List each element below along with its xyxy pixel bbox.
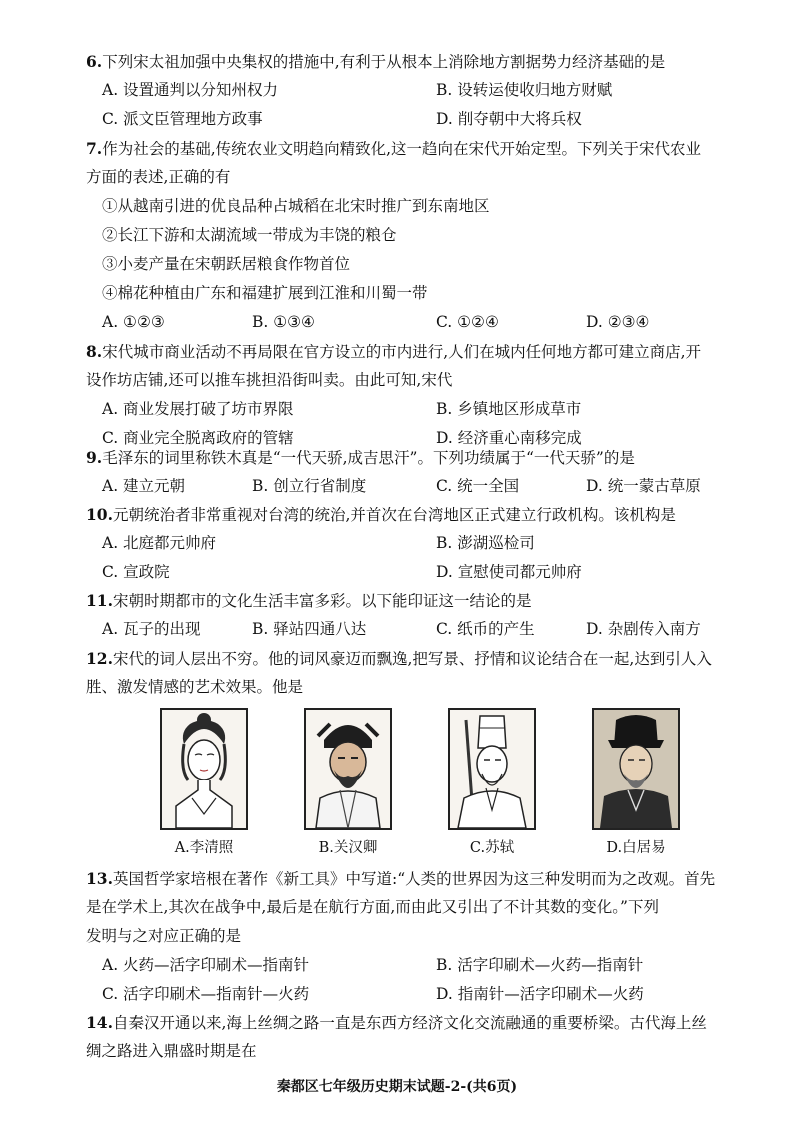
- option-b: B. 活字印刷术—火药—指南针: [436, 956, 644, 974]
- option-c: C. 纸币的产生: [436, 620, 535, 638]
- question-number: 11.: [86, 591, 113, 610]
- option-c: C. ①②④: [436, 313, 499, 331]
- question-stem: 绸之路进入鼎盛时期是在: [86, 1042, 257, 1060]
- option-c: C. 商业完全脱离政府的管辖: [102, 429, 294, 447]
- portrait-elder-image: [592, 708, 680, 830]
- question-number: 6.: [86, 52, 103, 71]
- question-stem: 作为社会的基础,传统农业文明趋向精致化,这一趋向在宋代开始定型。下列关于宋代农业: [102, 140, 702, 158]
- question-stem: 胜、激发情感的艺术效果。他是: [86, 678, 304, 696]
- portrait-caption: C.苏轼: [469, 840, 515, 856]
- option-d: D. 杂剧传入南方: [586, 620, 701, 638]
- question-stem: 英国哲学家培根在著作《新工具》中写道:“人类的世界因为这三种发明而为之改观。首先: [112, 870, 716, 888]
- question-9: [86, 443, 756, 501]
- portrait-man-bearded-image: [304, 708, 392, 830]
- portrait-caption: B.关汉卿: [318, 840, 378, 856]
- option-a: A. 商业发展打破了坊市界限: [102, 400, 294, 418]
- question-7: [86, 134, 756, 337]
- question-11: [86, 586, 756, 644]
- option-c: C. 活字印刷术—指南针—火药: [102, 985, 310, 1003]
- question-stem: 方面的表述,正确的有: [86, 168, 231, 186]
- page-footer: 秦都区七年级历史期末试题-2-(共6页): [276, 1079, 518, 1095]
- option-c: C. 统一全国: [436, 477, 520, 495]
- question-number: 14.: [86, 1013, 113, 1032]
- question-13: [86, 864, 756, 1009]
- question-stem: 自秦汉开通以来,海上丝绸之路一直是东西方经济文化交流融通的重要桥梁。古代海上丝: [112, 1014, 707, 1032]
- question-number: 10.: [86, 505, 113, 524]
- portrait-c: [438, 708, 546, 857]
- option-a: A. 北庭都元帅府: [102, 534, 217, 552]
- option-d: D. 指南针—活字印刷术—火药: [436, 985, 644, 1003]
- portrait-a: [150, 708, 258, 857]
- portrait-woman-image: [160, 708, 248, 830]
- question-stem: 宋朝时期都市的文化生活丰富多彩。以下能印证这一结论的是: [112, 592, 532, 610]
- portrait-d: [582, 708, 690, 857]
- option-b: B. 驿站四通八达: [252, 620, 367, 638]
- option-b: B. 澎湖巡检司: [436, 534, 535, 552]
- statement-2: ②长江下游和太湖流域一带成为丰饶的粮仓: [102, 226, 397, 244]
- question-stem: 宋代的词人层出不穷。他的词风豪迈而飘逸,把写景、抒情和议论结合在一起,达到引人入: [112, 650, 712, 668]
- statement-4: ④棉花种植由广东和福建扩展到江淮和川蜀一带: [102, 284, 428, 302]
- option-b: B. 创立行省制度: [252, 477, 367, 495]
- option-d: D. 经济重心南移完成: [436, 429, 582, 447]
- option-a: A. 火药—活字印刷术—指南针: [102, 956, 310, 974]
- option-d: D. ②③④: [586, 313, 650, 331]
- portrait-scholar-hat-image: [448, 708, 536, 830]
- statement-1: ①从越南引进的优良品种占城稻在北宋时推广到东南地区: [102, 197, 490, 215]
- option-d: D. 宣慰使司都元帅府: [436, 563, 582, 581]
- option-a: A. 设置通判以分知州权力: [102, 81, 279, 99]
- question-stem: 是在学术上,其次在战争中,最后是在航行方面,而由此又引出了不计其数的变化。”下列: [86, 898, 659, 916]
- option-a: A. 瓦子的出现: [102, 620, 201, 638]
- question-stem: 毛泽东的词里称铁木真是“一代天骄,成吉思汗”。下列功绩属于“一代天骄”的是: [102, 449, 635, 467]
- option-a: A. ①②③: [102, 313, 165, 331]
- portrait-options: [150, 708, 690, 863]
- question-number: 13.: [86, 869, 113, 888]
- option-b: B. 设转运使收归地方财赋: [436, 81, 613, 99]
- question-stem: 宋代城市商业活动不再局限在官方设立的市内进行,人们在城内任何地方都可建立商店,开: [102, 343, 702, 361]
- question-stem: 发明与之对应正确的是: [86, 927, 242, 945]
- question-8: [86, 337, 756, 453]
- question-stem: 设作坊店铺,还可以推车挑担沿街叫卖。由此可知,宋代: [86, 371, 453, 389]
- portrait-caption: A.李清照: [174, 840, 234, 856]
- option-c: C. 派文臣管理地方政事: [102, 110, 263, 128]
- question-6: [86, 47, 756, 134]
- option-d: D. 削夺朝中大将兵权: [436, 110, 582, 128]
- option-b: B. ①③④: [252, 313, 315, 331]
- question-stem: 下列宋太祖加强中央集权的措施中,有利于从根本上消除地方割据势力经济基础的是: [102, 53, 666, 71]
- question-10: [86, 500, 756, 587]
- question-number: 9.: [86, 448, 103, 467]
- question-number: 8.: [86, 342, 103, 361]
- option-a: A. 建立元朝: [102, 477, 186, 495]
- question-14: [86, 1008, 756, 1066]
- option-b: B. 乡镇地区形成草市: [436, 400, 582, 418]
- question-stem: 元朝统治者非常重视对台湾的统治,并首次在台湾地区正式建立行政机构。该机构是: [112, 506, 676, 524]
- option-c: C. 宣政院: [102, 563, 170, 581]
- statement-3: ③小麦产量在宋朝跃居粮食作物首位: [102, 255, 351, 273]
- question-number: 12.: [86, 649, 113, 668]
- portrait-caption: D.白居易: [606, 840, 666, 856]
- question-12: [86, 644, 756, 702]
- option-d: D. 统一蒙古草原: [586, 477, 701, 495]
- question-number: 7.: [86, 139, 103, 158]
- portrait-b: [294, 708, 402, 857]
